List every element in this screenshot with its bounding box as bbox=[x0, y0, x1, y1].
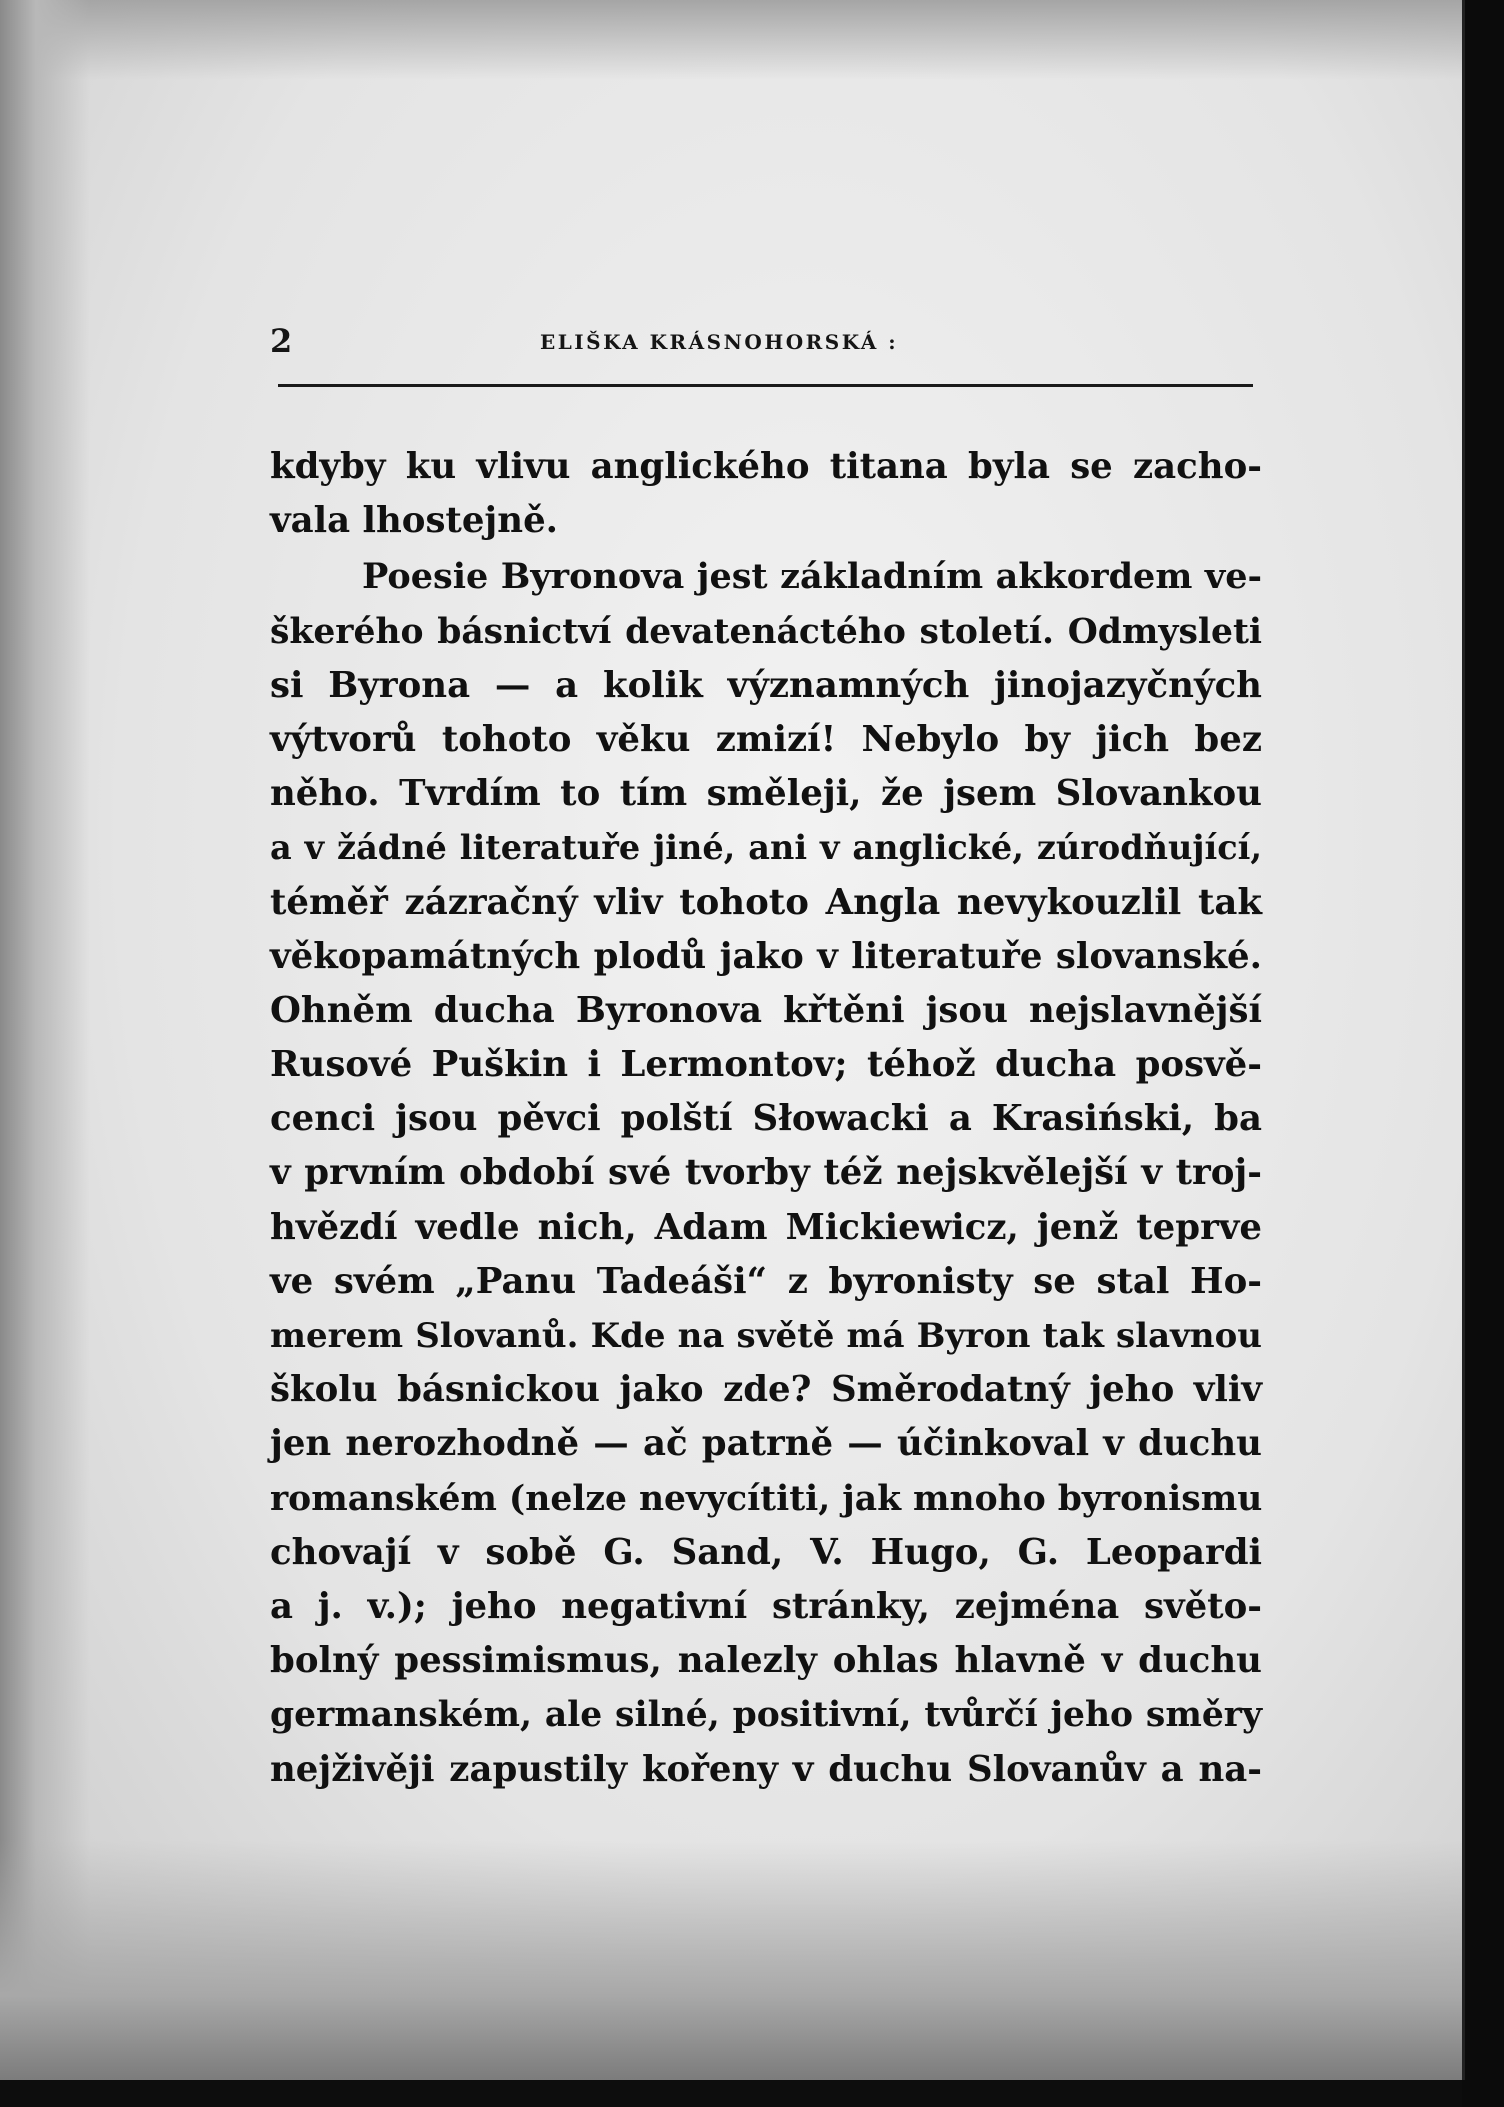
body-text bbox=[270, 440, 1262, 1797]
text-line: Ohněm ducha Byronova křtěni jsou nejslavnější bbox=[270, 989, 1262, 1031]
text-line: školu básnickou jako zde? Směrodatný jeho vliv bbox=[270, 1369, 1262, 1411]
text-line: merem Slovanů. Kde na světě má Byron tak slavnou bbox=[270, 1316, 1262, 1356]
text-line: jen nerozhodně — ač patrně — účinkoval v duchu bbox=[270, 1423, 1262, 1465]
text-line: ve svém „Panu Tadeáši“ z byronisty se stal Ho- bbox=[270, 1260, 1262, 1302]
text-line: germanském, ale silné, positivní, tvůrčí jeho směry bbox=[270, 1695, 1262, 1736]
page-bottom-shadow bbox=[0, 1840, 1462, 2080]
text-line: a j. v.); jeho negativní stránky, zejména světo- bbox=[270, 1585, 1262, 1627]
text-line: chovají v sobě G. Sand, V. Hugo, G. Leopardi bbox=[270, 1531, 1262, 1573]
page-edge-line bbox=[1462, 0, 1465, 2080]
text-line: výtvorů tohoto věku zmizí! Nebylo by jich bez bbox=[270, 718, 1262, 760]
page-top-shadow bbox=[0, 0, 1462, 80]
text-line: škerého básnictví devatenáctého století. Odmysleti bbox=[270, 611, 1262, 652]
text-line: vala lhostejně. bbox=[270, 500, 559, 542]
text-line: v prvním období své tvorby též nejskvělejší v troj- bbox=[270, 1152, 1262, 1194]
text-line: bolný pessimismus, nalezly ohlas hlavně v duchu bbox=[270, 1640, 1262, 1682]
text-line: kdyby ku vlivu anglického titana byla se zacho- bbox=[270, 446, 1262, 487]
text-line: téměř zázračný vliv tohoto Angla nevykouzlil tak bbox=[270, 881, 1262, 923]
scan-right-border bbox=[1462, 0, 1504, 2107]
text-line: cenci jsou pěvci polští Słowacki a Krasiński, ba bbox=[270, 1098, 1262, 1140]
text-line: a v žádné literatuře jiné, ani v anglické, zúrodňující, bbox=[270, 828, 1262, 868]
header-rule bbox=[278, 384, 1253, 387]
running-head: ELIŠKA KRÁSNOHORSKÁ : bbox=[540, 330, 899, 354]
page-left-shadow bbox=[0, 0, 90, 2080]
text-line: romanském (nelze nevycítiti, jak mnoho byronismu bbox=[270, 1478, 1263, 1519]
text-line: věkopamátných plodů jako v literatuře slovanské. bbox=[270, 935, 1262, 977]
text-line: hvězdí vedle nich, Adam Mickiewicz, jenž teprve bbox=[270, 1206, 1262, 1248]
page-number: 2 bbox=[270, 322, 293, 360]
text-line: něho. Tvrdím to tím směleji, že jsem Slovankou bbox=[270, 773, 1262, 815]
text-line: nejživěji zapustily kořeny v duchu Slovanův a na- bbox=[270, 1748, 1262, 1790]
text-line: si Byrona — a kolik významných jinojazyčných bbox=[270, 664, 1262, 706]
page-header bbox=[270, 322, 1255, 366]
text-line: Rusové Puškin i Lermontov; téhož ducha posvě- bbox=[270, 1044, 1262, 1086]
text-line: Poesie Byronova jest základním akkordem ve- bbox=[362, 556, 1262, 598]
